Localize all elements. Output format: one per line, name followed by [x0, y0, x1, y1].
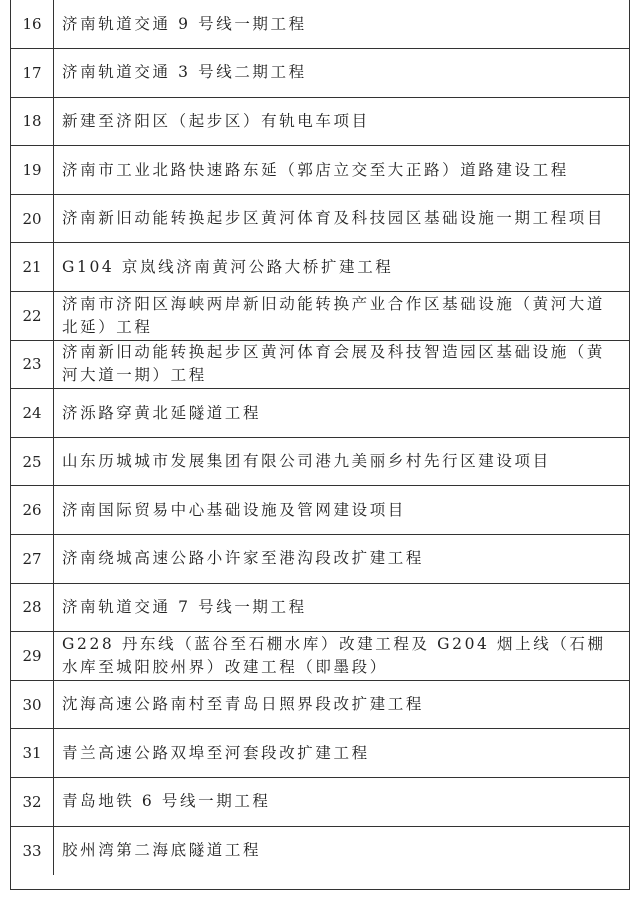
row-number: 18: [11, 97, 54, 146]
table-row: [11, 0, 629, 49]
row-number: 27: [11, 535, 54, 584]
project-name: G228 丹东线（蓝谷至石棚水库）改建工程及 G204 烟上线（石棚水库至城阳胶州界）改建工程（即墨段）: [54, 632, 630, 681]
row-number: 33: [11, 826, 54, 875]
project-name: 济南轨道交通 7 号线一期工程: [54, 583, 630, 632]
table-row: [11, 49, 629, 98]
project-name: 济南新旧动能转换起步区黄河体育会展及科技智造园区基础设施（黄河大道一期）工程: [54, 340, 630, 389]
table-row: [11, 243, 629, 292]
row-number: 17: [11, 49, 54, 98]
project-table: [11, 0, 629, 875]
row-number: 29: [11, 632, 54, 681]
row-number: 31: [11, 729, 54, 778]
row-number: 16: [11, 0, 54, 49]
row-number: 30: [11, 680, 54, 729]
table-row: [11, 194, 629, 243]
row-number: 21: [11, 243, 54, 292]
table-row: [11, 97, 629, 146]
project-name: 济南市济阳区海峡两岸新旧动能转换产业合作区基础设施（黄河大道北延）工程: [54, 292, 630, 341]
project-name: 济南轨道交通 9 号线一期工程: [54, 0, 630, 49]
row-number: 22: [11, 292, 54, 341]
project-name: 济南新旧动能转换起步区黄河体育及科技园区基础设施一期工程项目: [54, 194, 630, 243]
table-row: [11, 340, 629, 389]
row-number: 28: [11, 583, 54, 632]
project-name: 山东历城城市发展集团有限公司港九美丽乡村先行区建设项目: [54, 437, 630, 486]
project-name: 济南国际贸易中心基础设施及管网建设项目: [54, 486, 630, 535]
table-row: [11, 437, 629, 486]
row-number: 20: [11, 194, 54, 243]
row-number: 19: [11, 146, 54, 195]
project-name: 新建至济阳区（起步区）有轨电车项目: [54, 97, 630, 146]
table-row: [11, 680, 629, 729]
table-row: [11, 292, 629, 341]
row-number: 32: [11, 778, 54, 827]
project-name: 济泺路穿黄北延隧道工程: [54, 389, 630, 438]
table-row: [11, 389, 629, 438]
project-name: 济南市工业北路快速路东延（郭店立交至大正路）道路建设工程: [54, 146, 630, 195]
project-name: 济南绕城高速公路小许家至港沟段改扩建工程: [54, 535, 630, 584]
table-row: [11, 729, 629, 778]
project-name: G104 京岚线济南黄河公路大桥扩建工程: [54, 243, 630, 292]
table-row: [11, 486, 629, 535]
project-name: 济南轨道交通 3 号线二期工程: [54, 49, 630, 98]
row-number: 24: [11, 389, 54, 438]
project-name: 沈海高速公路南村至青岛日照界段改扩建工程: [54, 680, 630, 729]
table-row: [11, 778, 629, 827]
project-name: 青岛地铁 6 号线一期工程: [54, 778, 630, 827]
table-row: [11, 146, 629, 195]
table-row: [11, 535, 629, 584]
row-number: 23: [11, 340, 54, 389]
project-name: 青兰高速公路双埠至河套段改扩建工程: [54, 729, 630, 778]
project-name: 胶州湾第二海底隧道工程: [62, 841, 262, 860]
table-row: [11, 826, 629, 875]
table-row: [11, 632, 629, 681]
row-number: 26: [11, 486, 54, 535]
row-number: 25: [11, 437, 54, 486]
table-row: [11, 583, 629, 632]
project-list-page: [10, 0, 630, 890]
